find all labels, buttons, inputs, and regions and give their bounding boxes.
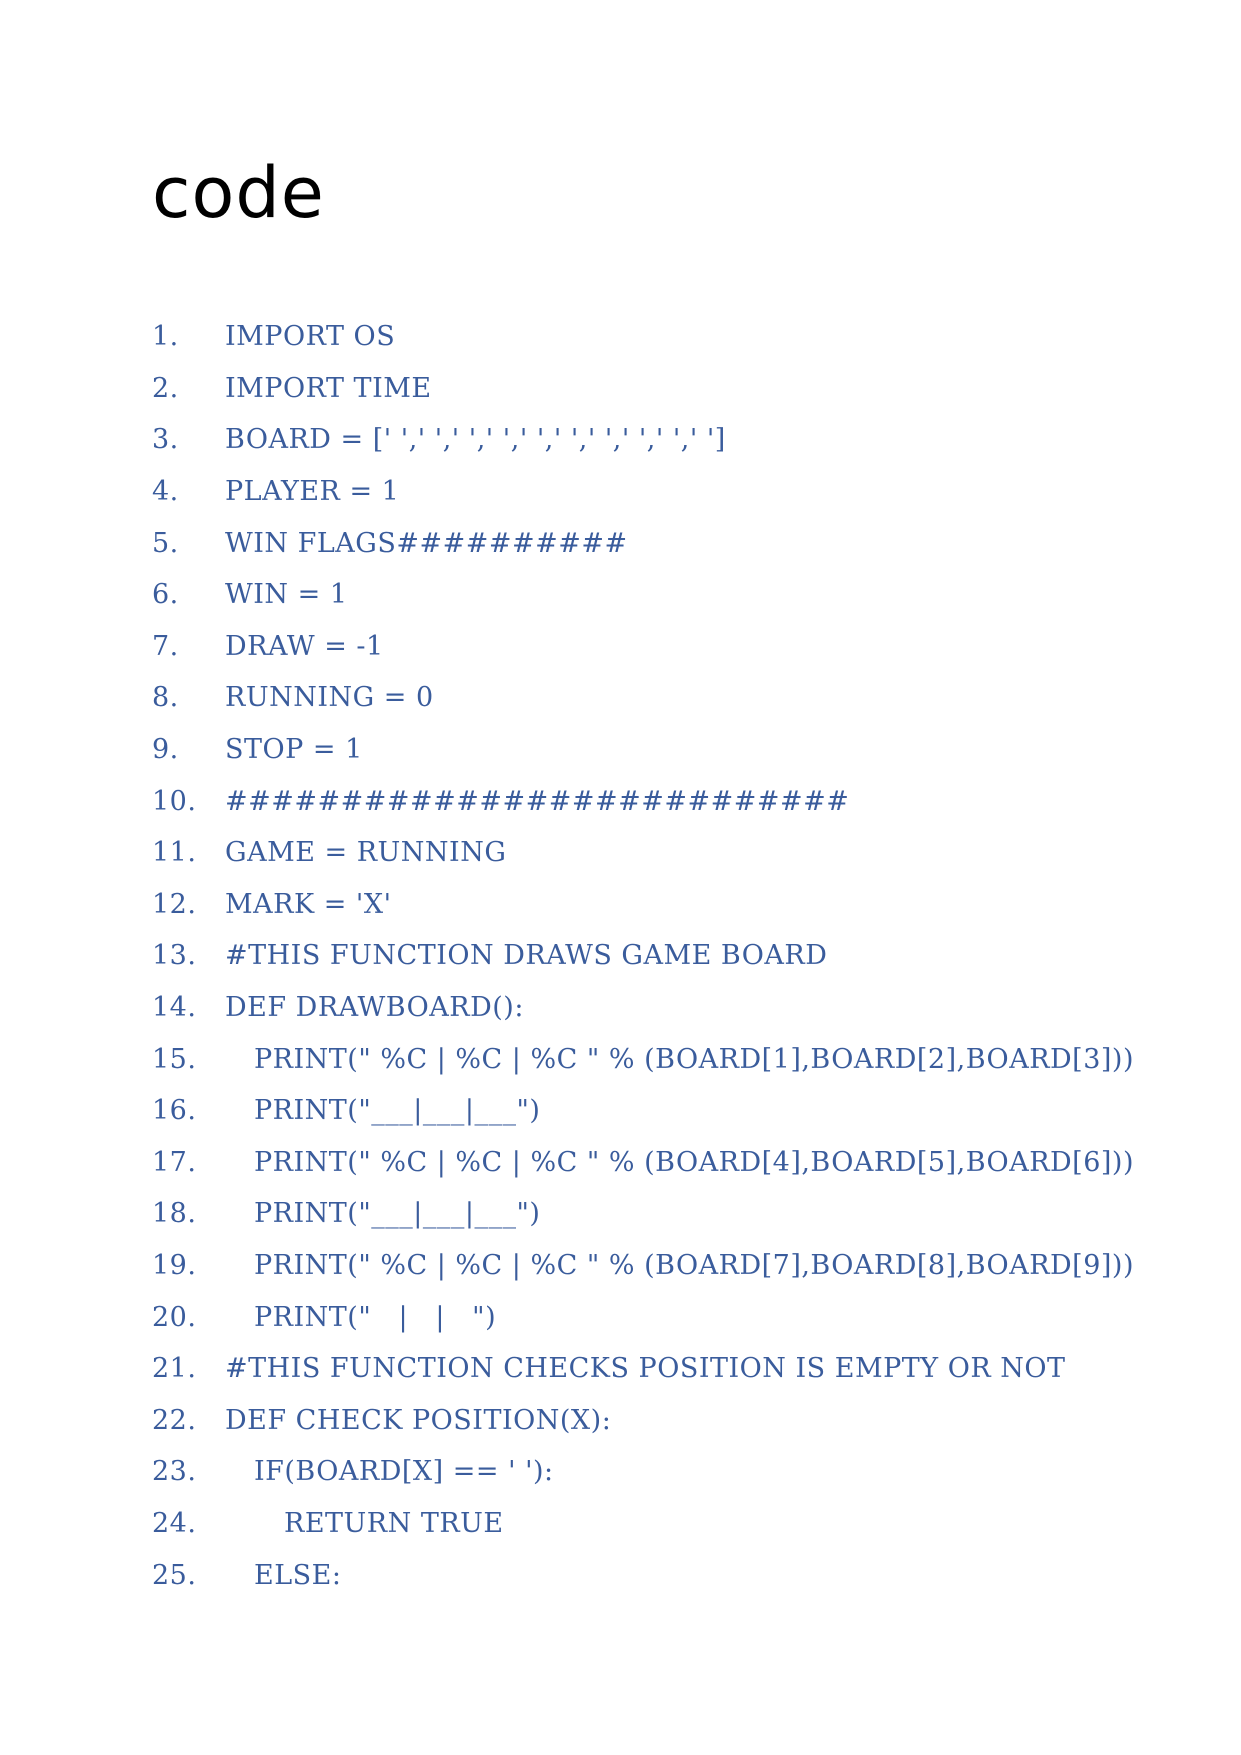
code-line — [152, 569, 1152, 621]
code-line — [152, 363, 1152, 415]
code-line — [152, 775, 1152, 827]
page-title: code — [152, 152, 325, 234]
line-number: 17. — [152, 1146, 197, 1178]
line-number: 5. — [152, 527, 179, 559]
line-number: 22. — [152, 1404, 197, 1436]
code-text: RUNNING = 0 — [225, 682, 434, 714]
line-number: 9. — [152, 734, 179, 766]
code-listing — [152, 311, 1152, 1601]
code-line — [152, 1085, 1152, 1137]
code-line — [152, 930, 1152, 982]
code-line — [152, 1188, 1152, 1240]
code-line — [152, 1394, 1152, 1446]
line-number: 12. — [152, 888, 197, 920]
code-text: PRINT(" | | ") — [254, 1301, 497, 1333]
code-line — [152, 1240, 1152, 1292]
code-text: PRINT("___|___|___") — [254, 1198, 541, 1230]
line-number: 20. — [152, 1301, 197, 1333]
code-text: BOARD = [' ',' ',' ',' ',' ',' ',' ',' ',' ',' '] — [225, 424, 726, 456]
line-number: 19. — [152, 1249, 197, 1281]
code-text: WIN = 1 — [225, 579, 348, 611]
code-line — [152, 1137, 1152, 1189]
code-text: MARK = 'X' — [225, 888, 392, 920]
code-comment: #THIS FUNCTION DRAWS GAME BOARD — [225, 940, 828, 972]
code-line — [152, 1446, 1152, 1498]
line-number: 21. — [152, 1353, 197, 1385]
code-comment: #THIS FUNCTION CHECKS POSITION IS EMPTY OR NOT — [225, 1353, 1066, 1385]
line-number: 24. — [152, 1507, 197, 1539]
line-number: 2. — [152, 372, 179, 404]
line-number: 4. — [152, 476, 179, 508]
code-text: ELSE: — [254, 1559, 342, 1591]
code-line — [152, 1291, 1152, 1343]
code-text: DEF CHECK POSITION(X): — [225, 1404, 612, 1436]
code-line — [152, 1549, 1152, 1601]
code-text: STOP = 1 — [225, 734, 363, 766]
line-number: 11. — [152, 837, 197, 869]
code-line — [152, 414, 1152, 466]
code-text: ########################### — [225, 785, 850, 817]
code-text: PRINT(" %C | %C | %C " % (BOARD[1],BOARD[2],BOARD[3])) — [254, 1043, 1134, 1075]
code-text: DRAW = -1 — [225, 630, 384, 662]
line-number: 13. — [152, 940, 197, 972]
code-line — [152, 517, 1152, 569]
line-number: 25. — [152, 1559, 197, 1591]
code-text: PRINT("___|___|___") — [254, 1095, 541, 1127]
code-text: PRINT(" %C | %C | %C " % (BOARD[4],BOARD[5],BOARD[6])) — [254, 1146, 1134, 1178]
code-line — [152, 879, 1152, 931]
code-line — [152, 982, 1152, 1034]
line-number: 1. — [152, 321, 179, 353]
code-line — [152, 827, 1152, 879]
line-number: 8. — [152, 682, 179, 714]
code-line — [152, 1498, 1152, 1550]
code-line — [152, 724, 1152, 776]
line-number: 18. — [152, 1198, 197, 1230]
line-number: 14. — [152, 992, 197, 1024]
code-text: PLAYER = 1 — [225, 476, 400, 508]
code-text: RETURN TRUE — [284, 1507, 504, 1539]
line-number: 6. — [152, 579, 179, 611]
code-text: PRINT(" %C | %C | %C " % (BOARD[7],BOARD[8],BOARD[9])) — [254, 1249, 1134, 1281]
line-number: 7. — [152, 630, 179, 662]
code-text: DEF DRAWBOARD(): — [225, 992, 524, 1024]
code-line — [152, 621, 1152, 673]
code-text: GAME = RUNNING — [225, 837, 507, 869]
line-number: 15. — [152, 1043, 197, 1075]
code-line — [152, 311, 1152, 363]
line-number: 23. — [152, 1456, 197, 1488]
code-line — [152, 1033, 1152, 1085]
line-number: 10. — [152, 785, 197, 817]
line-number: 16. — [152, 1095, 197, 1127]
code-line — [152, 1343, 1152, 1395]
code-line — [152, 672, 1152, 724]
code-text: IMPORT TIME — [225, 372, 432, 404]
code-text: IMPORT OS — [225, 321, 396, 353]
code-text: WIN FLAGS########## — [225, 527, 628, 559]
line-number: 3. — [152, 424, 179, 456]
code-line — [152, 466, 1152, 518]
code-text: IF(BOARD[X] == ' '): — [254, 1456, 554, 1488]
